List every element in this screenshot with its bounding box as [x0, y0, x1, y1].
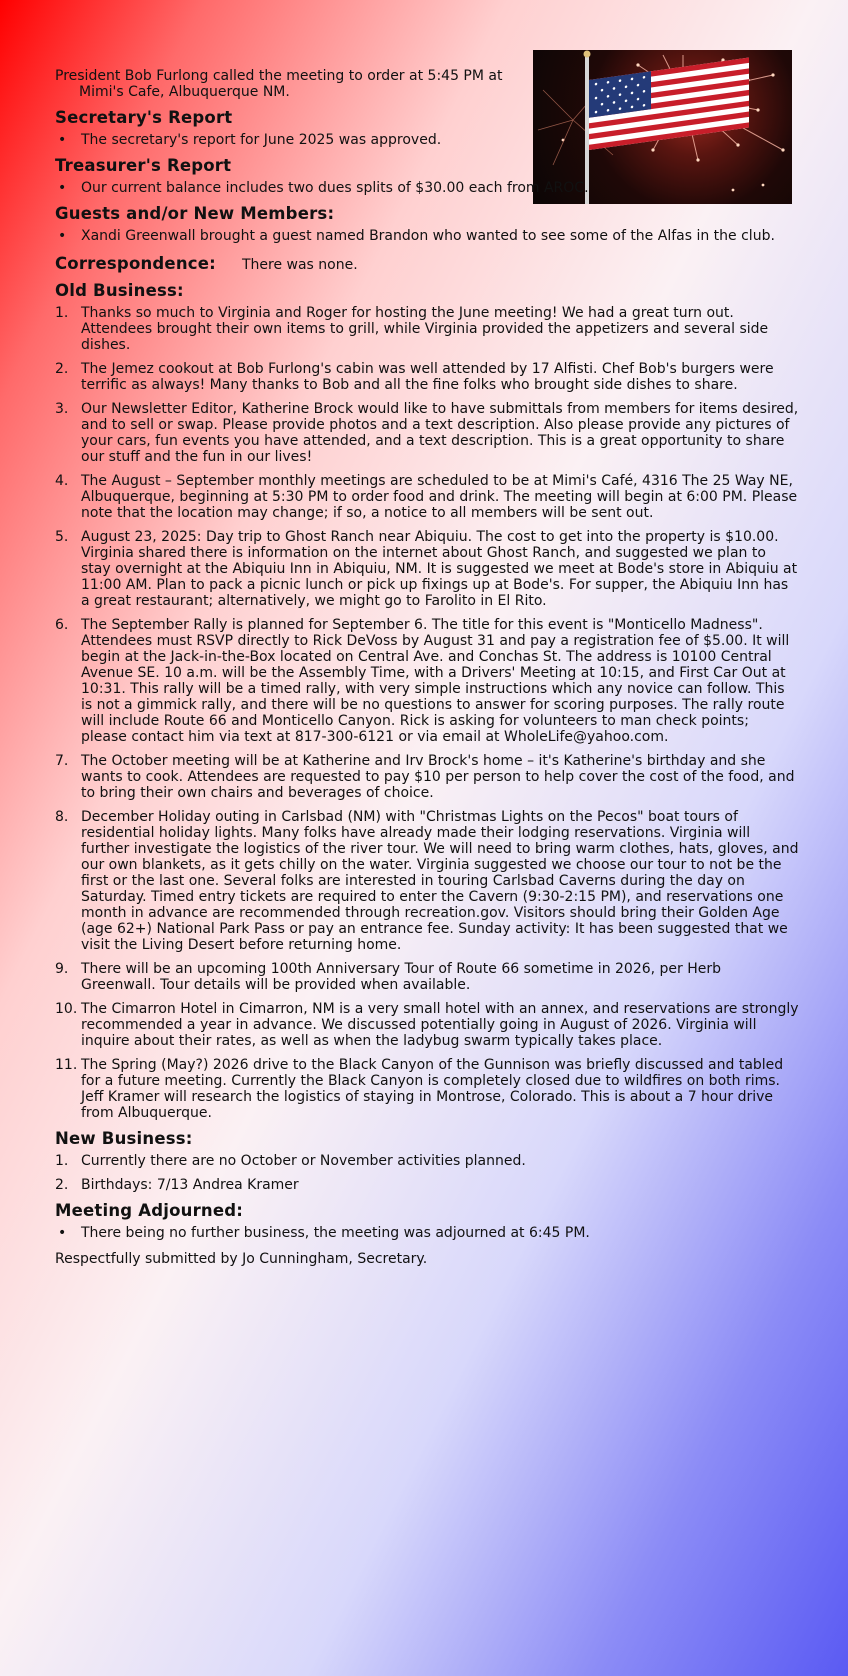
list-item: 2. Birthdays: 7/13 Andrea Kramer: [55, 1177, 299, 1193]
list-item: 3. Our Newsletter Editor, Katherine Brock would like to have submittals from members for items desired, and to sell or swap. Please provide photos and a text description. Also please provide any pictures of your cars, fun events you have attended, and a text description. This is a great opportunity to share our stuff and the fun in our lives!: [55, 401, 799, 465]
list-item: 6. The September Rally is planned for September 6. The title for this event is "Monticello Madness". Attendees must RSVP directly to Rick DeVoss by August 31 and pay a registration fee of $5.00. It will begin at the Jack-in-the-Box located on Central Ave. and Conchas St. The address is 10100 Central Avenue SE. 10 a.m. will be the Assembly Time, with a Drivers' Meeting at 10:15, and First Car Out at 10:31. This rally will be a timed rally, with very simple instructions which any novice can follow. This is not a gimmick rally, and there will be no questions to answer for scoring purposes. The rally route will include Route 66 and Monticello Canyon. Rick is asking for volunteers to man check points; please contact him via text at 817-300-6121 or via email at WholeLife@yahoo.com.: [55, 617, 790, 745]
list-item: 2. The Jemez cookout at Bob Furlong's cabin was well attended by 17 Alfisti. Chef Bob's burgers were terrific as always! Many thanks to Bob and all the fine folks who brought side dishes to share.: [55, 361, 774, 393]
secretary-report-heading: Secretary's Report: [55, 108, 233, 127]
correspondence-text: There was none.: [241, 257, 358, 273]
list-item: 4. The August – September monthly meetings are scheduled to be at Mimi's Café, 4316 The 25 Way NE, Albuquerque, beginning at 5:30 PM to order food and drink. The meeting will begin at 6:00 PM. Please note that the location may change; if so, a notice to all members will be sent out.: [55, 473, 798, 521]
treasurer-report-heading: Treasurer's Report: [55, 156, 232, 175]
new-business-section: [55, 1131, 799, 1193]
secretary-report-list: [55, 132, 799, 148]
meeting-adjourned-heading: Meeting Adjourned:: [55, 1201, 244, 1220]
list-item: 5. August 23, 2025: Day trip to Ghost Ranch near Abiquiu. The cost to get into the property is $10.00. Virginia shared there is information on the internet about Ghost Ranch, and suggested we plan to stay overnight at the Abiquiu Inn in Abiquiu, NM. It is suggested we meet at Bode's store in Abiquiu at 11:00 AM. Plan to pack a picnic lunch or pick up fixings up at Bode's. For supper, the Abiquiu Inn has a great restaurant; alternatively, we might go to Farolito in El Rito.: [55, 529, 798, 609]
list-item: 1. Currently there are no October or November activities planned.: [55, 1153, 526, 1169]
signature-line: Respectfully submitted by Jo Cunningham, Secretary.: [55, 1251, 428, 1267]
list-item: • Xandi Greenwall brought a guest named Brandon who wanted to see some of the Alfas in the club.: [55, 228, 799, 244]
old-business-section: [55, 283, 799, 1121]
list-item: 1. Thanks so much to Virginia and Roger for hosting the June meeting! We had a great turn out. Attendees brought their own items to grill, while Virginia provided the appetizers and several side dishes.: [55, 305, 769, 353]
secretary-report-section: [55, 110, 799, 148]
guests-list: [55, 228, 799, 244]
list-item: 7. The October meeting will be at Katherine and Irv Brock's home – it's Katherine's birthday and she wants to cook. Attendees are requested to pay $10 per person to help cover the cost of the food, and to bring their own chairs and beverages of choice.: [55, 753, 795, 801]
meeting-adjourned-section: [55, 1203, 799, 1241]
new-business-list: [55, 1153, 799, 1193]
meeting-adjourned-list: [55, 1225, 799, 1241]
list-item: 10. The Cimarron Hotel in Cimarron, NM is a very small hotel with an annex, and reservations are strongly recommended a year in advance. We discussed potentially going in August of 2026. Virginia will inquire about their rates, as well as when the ladybug swarm typically takes place.: [55, 1001, 799, 1049]
list-item: 8. December Holiday outing in Carlsbad (NM) with "Christmas Lights on the Pecos" boat tours of residential holiday lights. Many folks have already made their lodging reservations. Virginia will further investigate the logistics of the river tour. We will need to bring warm clothes, hats, gloves, and our own blankets, as it gets chilly on the water. Virginia suggested we choose our tour to not be the first or the last one. Several folks are interested in touring Carlsbad Caverns during the day on Saturday. Timed entry tickets are required to enter the Cavern (9:30-2:15 PM), and reservations one month in advance are recommended through recreation.gov. Visitors should bring their Golden Age (age 62+) National Park Pass or pay an entrance fee. Sunday activity: It has been suggested that we visit the Living Desert before returning home.: [55, 809, 799, 953]
list-item: • Our current balance includes two dues splits of $30.00 each from AROC.: [55, 180, 799, 196]
list-item: 11. The Spring (May?) 2026 drive to the Black Canyon of the Gunnison was briefly discussed and tabled for a future meeting. Currently the Black Canyon is completely closed due to wildfires on both rims. Jeff Kramer will research the logistics of staying in Montrose, Colorado. This is about a 7 hour drive from Albuquerque.: [55, 1057, 784, 1121]
guests-section: [55, 206, 799, 244]
meeting-minutes: [55, 68, 799, 1281]
old-business-heading: Old Business:: [55, 281, 184, 300]
guests-heading: Guests and/or New Members:: [55, 204, 335, 223]
correspondence-section: [55, 256, 799, 273]
list-item: • The secretary's report for June 2025 was approved.: [55, 132, 799, 148]
new-business-heading: New Business:: [55, 1129, 193, 1148]
correspondence-heading: Correspondence:: [55, 254, 216, 273]
list-item: • There being no further business, the meeting was adjourned at 6:45 PM.: [55, 1225, 799, 1241]
list-item: 9. There will be an upcoming 100th Anniversary Tour of Route 66 sometime in 2026, per Herb Greenwall. Tour details will be provided when available.: [55, 961, 722, 993]
treasurer-report-list: [55, 180, 799, 196]
intro-paragraph: President Bob Furlong called the meeting to order at 5:45 PM at Mimi's Cafe, Albuquerque NM.: [55, 68, 503, 100]
old-business-list: [55, 305, 799, 1121]
treasurer-report-section: [55, 158, 799, 196]
